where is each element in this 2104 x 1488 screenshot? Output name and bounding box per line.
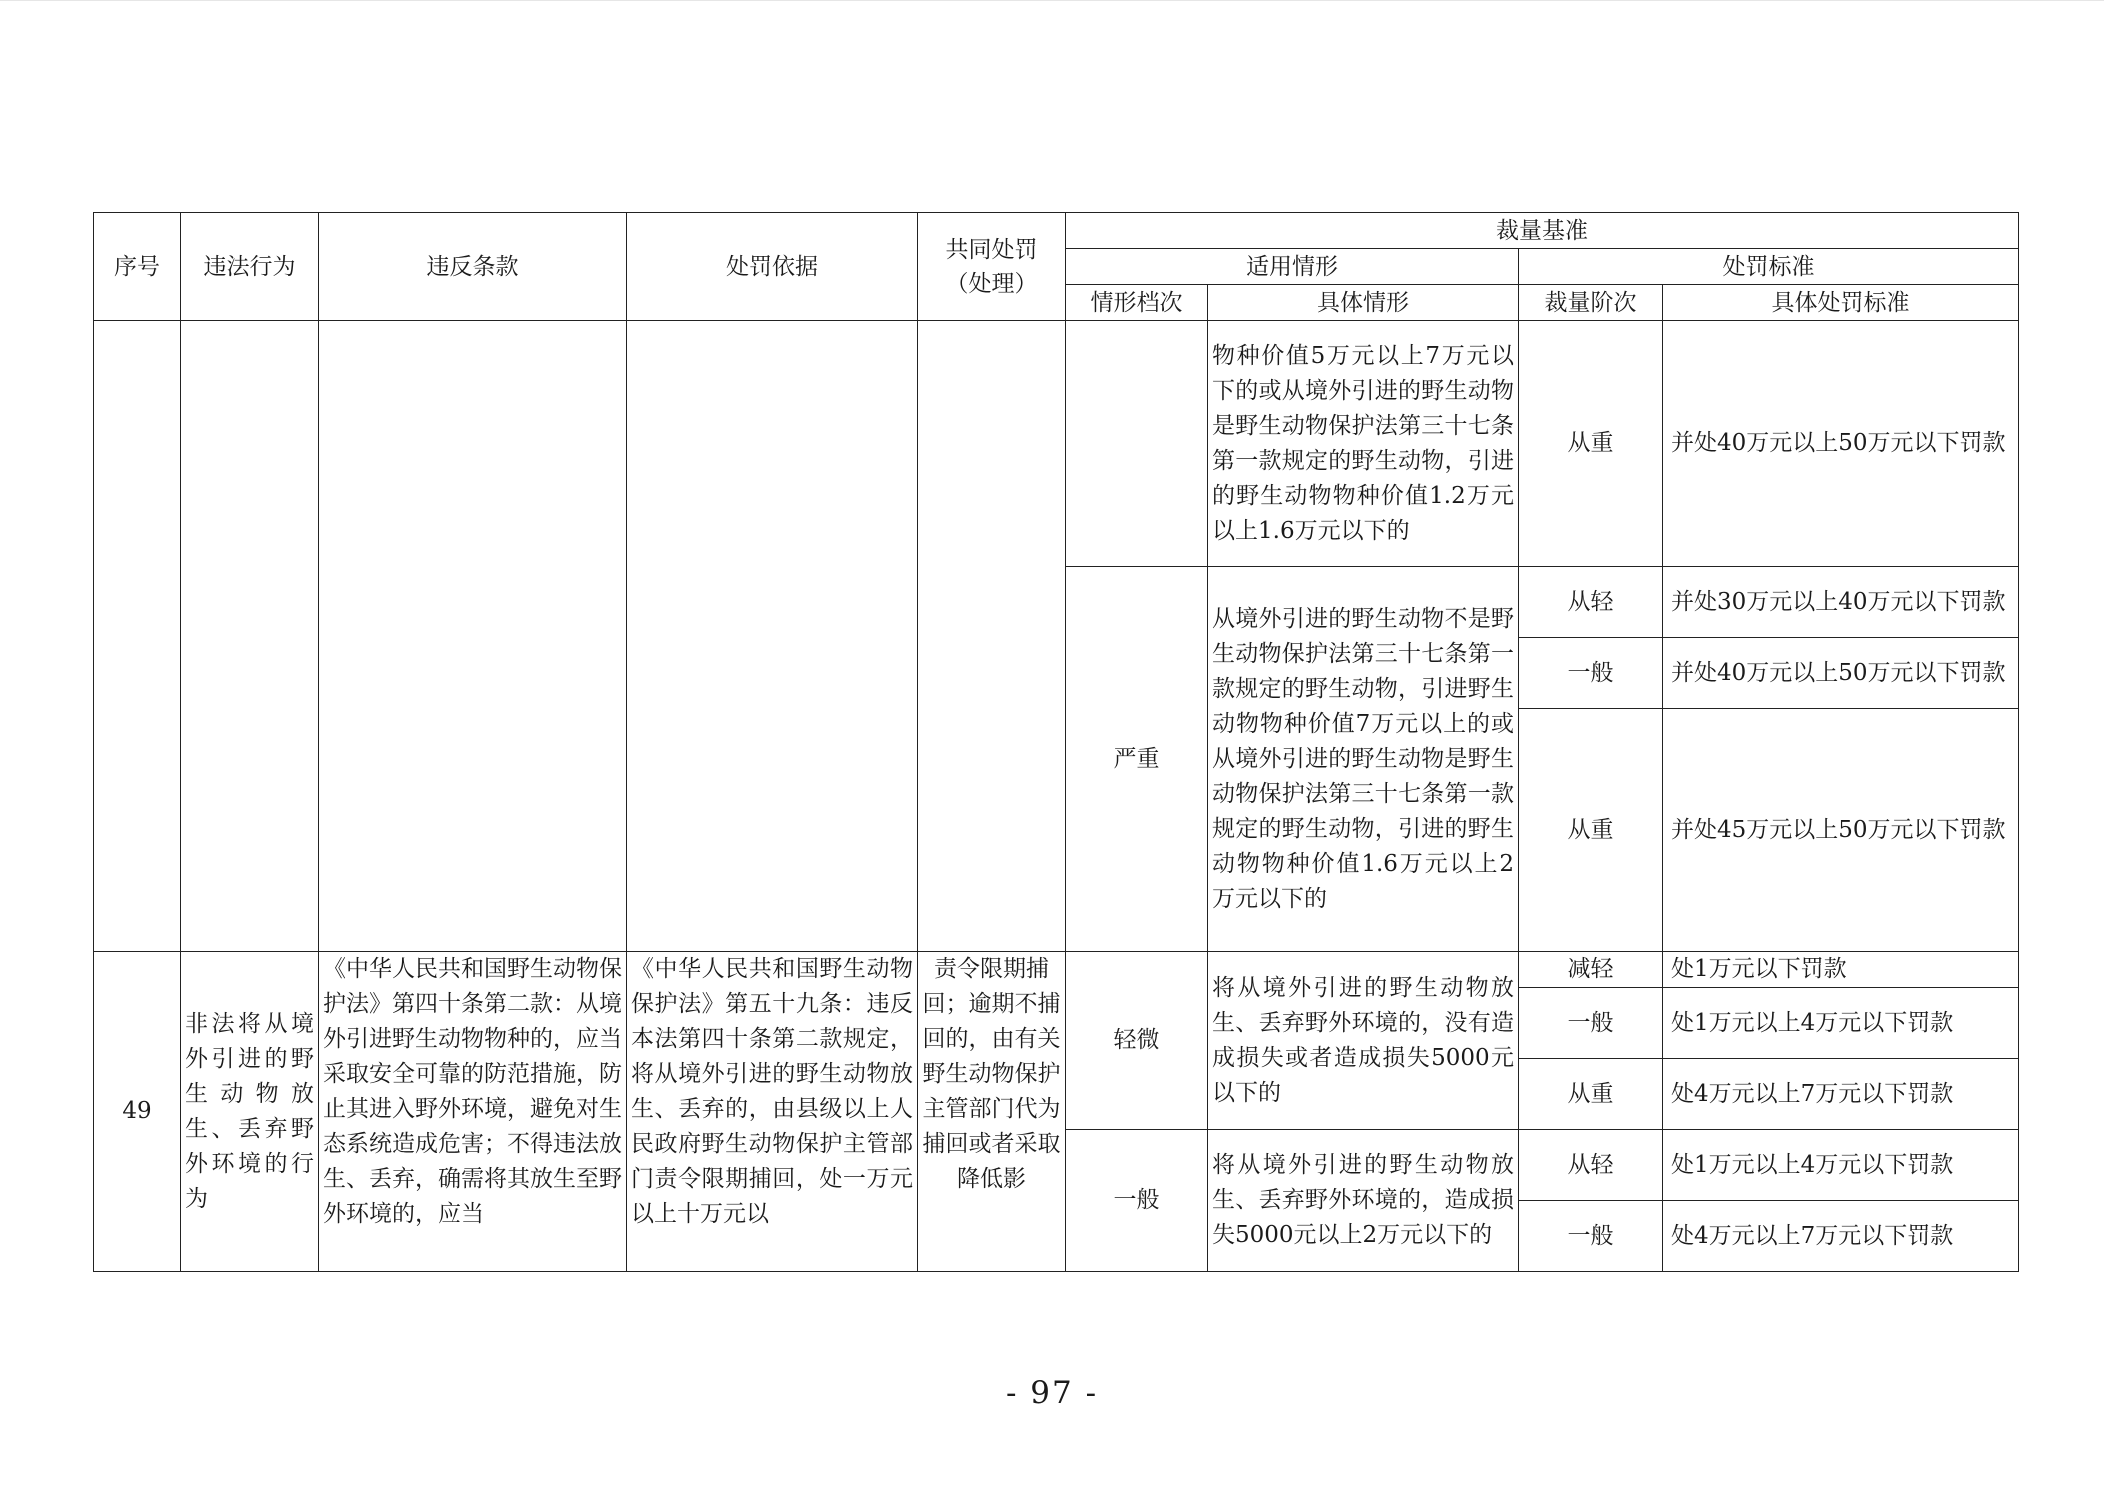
header-level: 情形档次 <box>1066 285 1208 321</box>
item49-clause: 《中华人民共和国野生动物保护法》第四十条第二款：从境外引进野生动物物种的，应当采取安全可靠的防范措施，防止其进入野外环境，避免对生态系统造成危害；不得违法放生、丢弃，确需将其放生至野外环境的，应当 <box>319 952 627 1272</box>
item49-general-grade-1: 从轻 <box>1519 1130 1663 1201</box>
item49-joint: 责令限期捕回；逾期不捕回的，由有关野生动物保护主管部门代为捕回或者采取降低影 <box>918 952 1066 1272</box>
item49-minor-level: 轻微 <box>1066 952 1208 1130</box>
item49-seq: 49 <box>94 952 181 1272</box>
item49-general-level: 一般 <box>1066 1130 1208 1272</box>
serious-grade-2: 一般 <box>1519 638 1663 709</box>
continued-act <box>181 321 319 952</box>
continued-situation-1: 物种价值5万元以上7万元以下的或从境外引进的野生动物是野生动物保护法第三十七条第一款规定的野生动物，引进的野生动物物种价值1.2万元以上1.6万元以下的 <box>1208 321 1519 567</box>
header-basis: 处罚依据 <box>627 213 918 321</box>
header-applicable: 适用情形 <box>1066 249 1519 285</box>
item49-basis: 《中华人民共和国野生动物保护法》第五十九条：违反本法第四十条第二款规定，将从境外引进的野生动物放生、丢弃的，由县级以上人民政府野生动物保护主管部门责令限期捕回，处一万元以上十万元以 <box>627 952 918 1272</box>
item49-minor-detail-2: 处1万元以上4万元以下罚款 <box>1663 988 2019 1059</box>
item49-minor-detail-1: 处1万元以下罚款 <box>1663 952 2019 988</box>
item49-minor-grade-1: 减轻 <box>1519 952 1663 988</box>
item49-general-situation: 将从境外引进的野生动物放生、丢弃野外环境的，造成损失5000元以上2万元以下的 <box>1208 1130 1519 1272</box>
continued-joint <box>918 321 1066 952</box>
serious-detail-1: 并处30万元以上40万元以下罚款 <box>1663 567 2019 638</box>
item49-general-grade-2: 一般 <box>1519 1201 1663 1272</box>
header-detail: 具体处罚标准 <box>1663 285 2019 321</box>
page-number: - 97 - <box>1005 1375 1099 1411</box>
item49-minor-detail-3: 处4万元以上7万元以下罚款 <box>1663 1059 2019 1130</box>
serious-grade-1: 从轻 <box>1519 567 1663 638</box>
continued-row-1 <box>94 321 2019 567</box>
serious-situation: 从境外引进的野生动物不是野生动物保护法第三十七条第一款规定的野生动物，引进野生动物物种价值7万元以上的或从境外引进的野生动物是野生动物保护法第三十七条第一款规定的野生动物，引进的野生动物物种价值1.6万元以上2万元以下的 <box>1208 567 1519 952</box>
item49-general-detail-1: 处1万元以上4万元以下罚款 <box>1663 1130 2019 1201</box>
serious-detail-3: 并处45万元以上50万元以下罚款 <box>1663 709 2019 952</box>
continued-detail-1: 并处40万元以上50万元以下罚款 <box>1663 321 2019 567</box>
header-row-1 <box>94 213 2019 249</box>
item49-row-1 <box>94 952 2019 988</box>
serious-detail-2: 并处40万元以上50万元以下罚款 <box>1663 638 2019 709</box>
header-act: 违法行为 <box>181 213 319 321</box>
header-penalty-std: 处罚标准 <box>1519 249 2019 285</box>
header-grade: 裁量阶次 <box>1519 285 1663 321</box>
header-situation: 具体情形 <box>1208 285 1519 321</box>
serious-level: 严重 <box>1066 567 1208 952</box>
item49-minor-grade-2: 一般 <box>1519 988 1663 1059</box>
item49-minor-situation: 将从境外引进的野生动物放生、丢弃野外环境的，没有造成损失或者造成损失5000元以下的 <box>1208 952 1519 1130</box>
penalty-standard-table <box>93 212 2019 1272</box>
continued-grade-1: 从重 <box>1519 321 1663 567</box>
item49-minor-grade-3: 从重 <box>1519 1059 1663 1130</box>
page-top-rule <box>0 0 2104 1</box>
header-standard: 裁量基准 <box>1066 213 2019 249</box>
continued-clause <box>319 321 627 952</box>
header-joint: 共同处罚 （处理） <box>918 213 1066 321</box>
item49-general-detail-2: 处4万元以上7万元以下罚款 <box>1663 1201 2019 1272</box>
continued-basis <box>627 321 918 952</box>
serious-grade-3: 从重 <box>1519 709 1663 952</box>
continued-level-blank <box>1066 321 1208 567</box>
header-clause: 违反条款 <box>319 213 627 321</box>
header-seq: 序号 <box>94 213 181 321</box>
item49-act: 非法将从境外引进的野生动物放生、丢弃野外环境的行为 <box>181 952 319 1272</box>
continued-seq <box>94 321 181 952</box>
